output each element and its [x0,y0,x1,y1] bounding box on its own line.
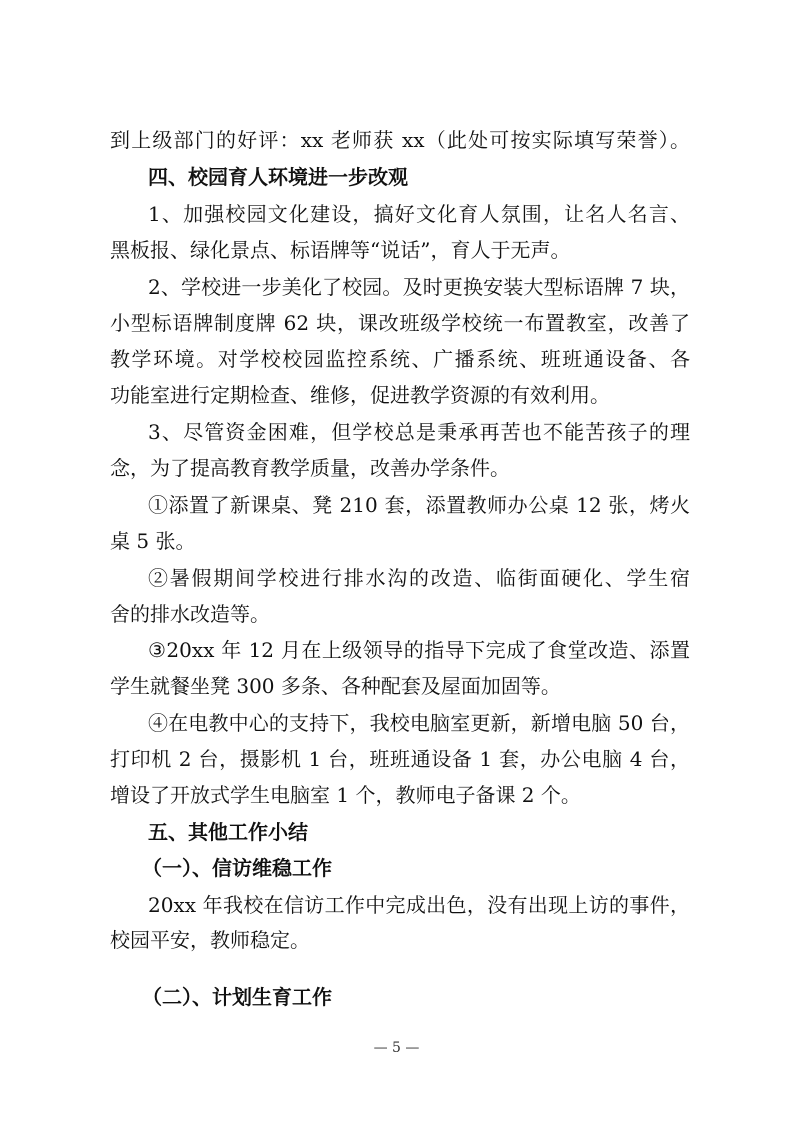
paragraph-line: 20xx 年我校在信访工作中完成出色，没有出现上访的事件， [148,893,690,917]
paragraph-line: 小型标语牌制度牌 62 块，课改班级学校统一布置教室，改善了 [110,311,690,335]
paragraph-line: 3、尽管资金困难，但学校总是秉承再苦也不能苦孩子的理 [148,420,690,444]
paragraph-line: 功能室进行定期检查、维修，促进教学资源的有效利用。 [110,383,610,407]
paragraph-line: 教学环境。对学校校园监控系统、广播系统、班班通设备、各 [110,347,690,371]
paragraph-line: ②暑假期间学校进行排水沟的改造、临街面硬化、学生宿 [148,566,690,590]
paragraph-line: 2、学校进一步美化了校园。及时更换安装大型标语牌 7 块， [148,275,690,299]
paragraph-line: 念，为了提高教育教学质量，改善办学条件。 [110,456,510,480]
paragraph-line: 1、加强校园文化建设，搞好文化育人氛围，让名人名言、 [148,202,690,226]
paragraph-line: 到上级部门的好评：xx 老师获 xx（此处可按实际填写荣誉）。 [110,128,690,152]
paragraph-line: 桌 5 张。 [110,529,196,553]
section-heading: 四、校园育人环境进一步改观 [148,165,408,189]
subsection-heading: （一）、信访维稳工作 [142,856,332,880]
paragraph-line: 增设了开放式学生电脑室 1 个，教师电子备课 2 个。 [110,783,581,807]
section-heading: 五、其他工作小结 [148,820,308,844]
page-number: — 5 — [373,1040,420,1056]
paragraph-line: 舍的排水改造等。 [110,602,270,626]
subsection-heading: （二）、计划生育工作 [142,985,332,1009]
paragraph-line: 学生就餐坐凳 300 多条、各种配套及屋面加固等。 [110,674,561,698]
paragraph-line: ①添置了新课桌、凳 210 套，添置教师办公桌 12 张，烤火 [148,493,690,517]
paragraph-line: 打印机 2 台，摄影机 1 台，班班通设备 1 套，办公电脑 4 台， [110,747,690,771]
paragraph-line: ③20xx 年 12 月在上级领导的指导下完成了食堂改造、添置 [148,638,690,662]
paragraph-line: ④在电教中心的支持下，我校电脑室更新，新增电脑 50 台， [148,711,690,735]
paragraph-line: 黑板报、绿化景点、标语牌等“说话”，育人于无声。 [110,238,571,262]
paragraph-line: 校园平安，教师稳定。 [110,928,310,952]
